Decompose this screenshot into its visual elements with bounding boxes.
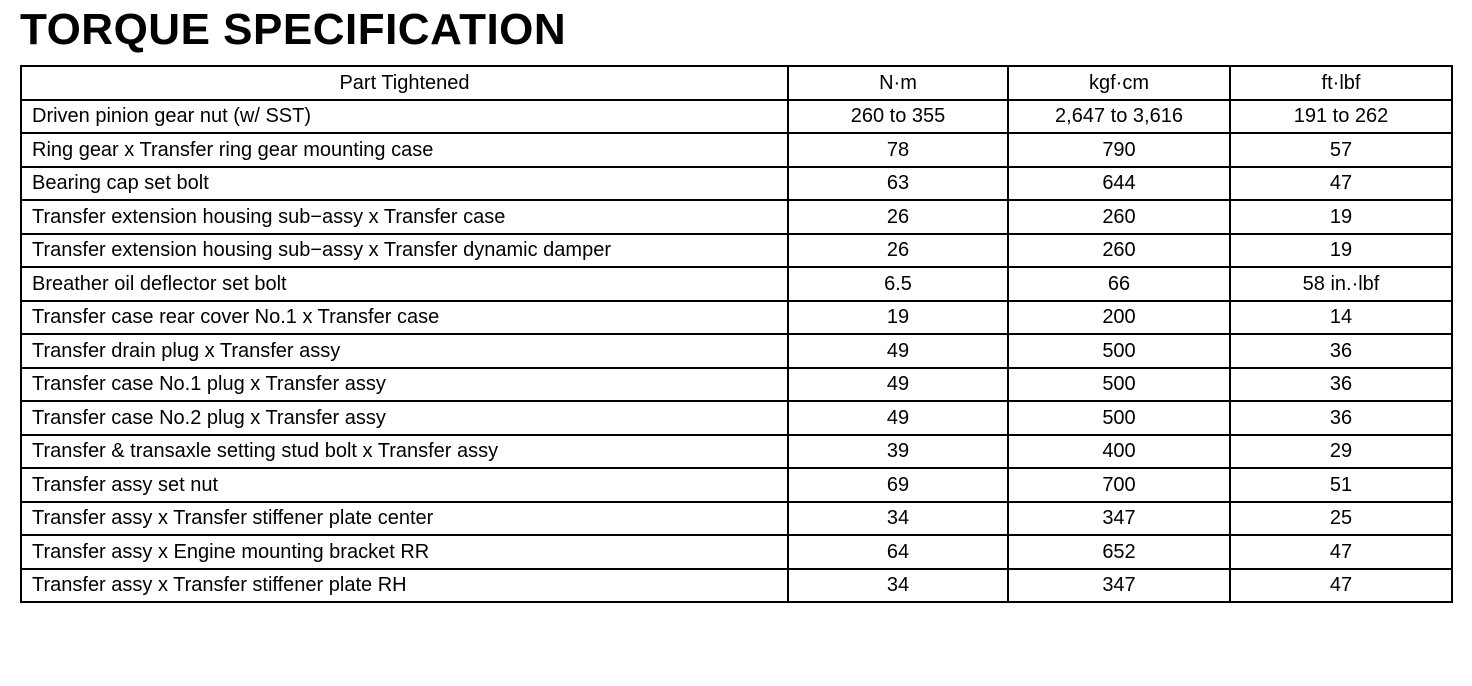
cell-ft-lbf: 191 to 262	[1230, 100, 1452, 134]
cell-ft-lbf: 57	[1230, 133, 1452, 167]
torque-spec-table	[20, 65, 1453, 603]
cell-kgf-cm: 200	[1008, 301, 1230, 335]
cell-ft-lbf: 47	[1230, 569, 1452, 603]
page-title: TORQUE SPECIFICATION	[20, 5, 567, 54]
cell-part: Transfer extension housing sub−assy x Transfer case	[21, 200, 788, 234]
cell-kgf-cm: 500	[1008, 334, 1230, 368]
table-row	[21, 401, 1452, 435]
cell-kgf-cm: 500	[1008, 401, 1230, 435]
cell-part: Transfer drain plug x Transfer assy	[21, 334, 788, 368]
cell-part: Bearing cap set bolt	[21, 167, 788, 201]
cell-nm: 6.5	[788, 267, 1008, 301]
cell-ft-lbf: 36	[1230, 401, 1452, 435]
cell-part: Transfer case rear cover No.1 x Transfer case	[21, 301, 788, 335]
cell-part: Transfer & transaxle setting stud bolt x Transfer assy	[21, 435, 788, 469]
cell-nm: 34	[788, 502, 1008, 536]
cell-nm: 26	[788, 234, 1008, 268]
cell-kgf-cm: 2,647 to 3,616	[1008, 100, 1230, 134]
cell-ft-lbf: 47	[1230, 167, 1452, 201]
header-part-tightened: Part Tightened	[21, 66, 788, 100]
cell-part: Transfer assy set nut	[21, 468, 788, 502]
cell-ft-lbf: 25	[1230, 502, 1452, 536]
header-nm: N·m	[788, 66, 1008, 100]
cell-nm: 49	[788, 368, 1008, 402]
table-row	[21, 167, 1452, 201]
table-row	[21, 267, 1452, 301]
cell-part: Transfer assy x Engine mounting bracket RR	[21, 535, 788, 569]
cell-ft-lbf: 19	[1230, 200, 1452, 234]
cell-ft-lbf: 14	[1230, 301, 1452, 335]
header-ft-lbf: ft·lbf	[1230, 66, 1452, 100]
table-row	[21, 468, 1452, 502]
table-row	[21, 200, 1452, 234]
cell-nm: 19	[788, 301, 1008, 335]
cell-ft-lbf: 58 in.·lbf	[1230, 267, 1452, 301]
cell-part: Transfer assy x Transfer stiffener plate RH	[21, 569, 788, 603]
cell-nm: 49	[788, 334, 1008, 368]
table-row	[21, 301, 1452, 335]
cell-nm: 69	[788, 468, 1008, 502]
cell-kgf-cm: 652	[1008, 535, 1230, 569]
cell-kgf-cm: 790	[1008, 133, 1230, 167]
cell-nm: 34	[788, 569, 1008, 603]
cell-kgf-cm: 347	[1008, 569, 1230, 603]
cell-part: Transfer case No.2 plug x Transfer assy	[21, 401, 788, 435]
table-row	[21, 435, 1452, 469]
cell-nm: 49	[788, 401, 1008, 435]
cell-kgf-cm: 700	[1008, 468, 1230, 502]
cell-part: Ring gear x Transfer ring gear mounting case	[21, 133, 788, 167]
table-row	[21, 535, 1452, 569]
cell-ft-lbf: 36	[1230, 334, 1452, 368]
cell-part: Breather oil deflector set bolt	[21, 267, 788, 301]
cell-ft-lbf: 36	[1230, 368, 1452, 402]
table-row	[21, 133, 1452, 167]
table-row	[21, 569, 1452, 603]
cell-nm: 78	[788, 133, 1008, 167]
table-header-row	[21, 66, 1452, 100]
cell-part: Transfer extension housing sub−assy x Transfer dynamic damper	[21, 234, 788, 268]
cell-ft-lbf: 19	[1230, 234, 1452, 268]
cell-kgf-cm: 500	[1008, 368, 1230, 402]
table-row	[21, 502, 1452, 536]
cell-nm: 64	[788, 535, 1008, 569]
table-row	[21, 234, 1452, 268]
cell-kgf-cm: 260	[1008, 234, 1230, 268]
cell-kgf-cm: 66	[1008, 267, 1230, 301]
cell-kgf-cm: 644	[1008, 167, 1230, 201]
cell-nm: 63	[788, 167, 1008, 201]
table-row	[21, 368, 1452, 402]
table-row	[21, 334, 1452, 368]
cell-kgf-cm: 260	[1008, 200, 1230, 234]
cell-nm: 39	[788, 435, 1008, 469]
cell-nm: 26	[788, 200, 1008, 234]
cell-part: Transfer assy x Transfer stiffener plate center	[21, 502, 788, 536]
cell-kgf-cm: 400	[1008, 435, 1230, 469]
cell-kgf-cm: 347	[1008, 502, 1230, 536]
cell-ft-lbf: 47	[1230, 535, 1452, 569]
cell-nm: 260 to 355	[788, 100, 1008, 134]
cell-part: Transfer case No.1 plug x Transfer assy	[21, 368, 788, 402]
cell-part: Driven pinion gear nut (w/ SST)	[21, 100, 788, 134]
cell-ft-lbf: 29	[1230, 435, 1452, 469]
cell-ft-lbf: 51	[1230, 468, 1452, 502]
table-row	[21, 100, 1452, 134]
header-kgf-cm: kgf·cm	[1008, 66, 1230, 100]
